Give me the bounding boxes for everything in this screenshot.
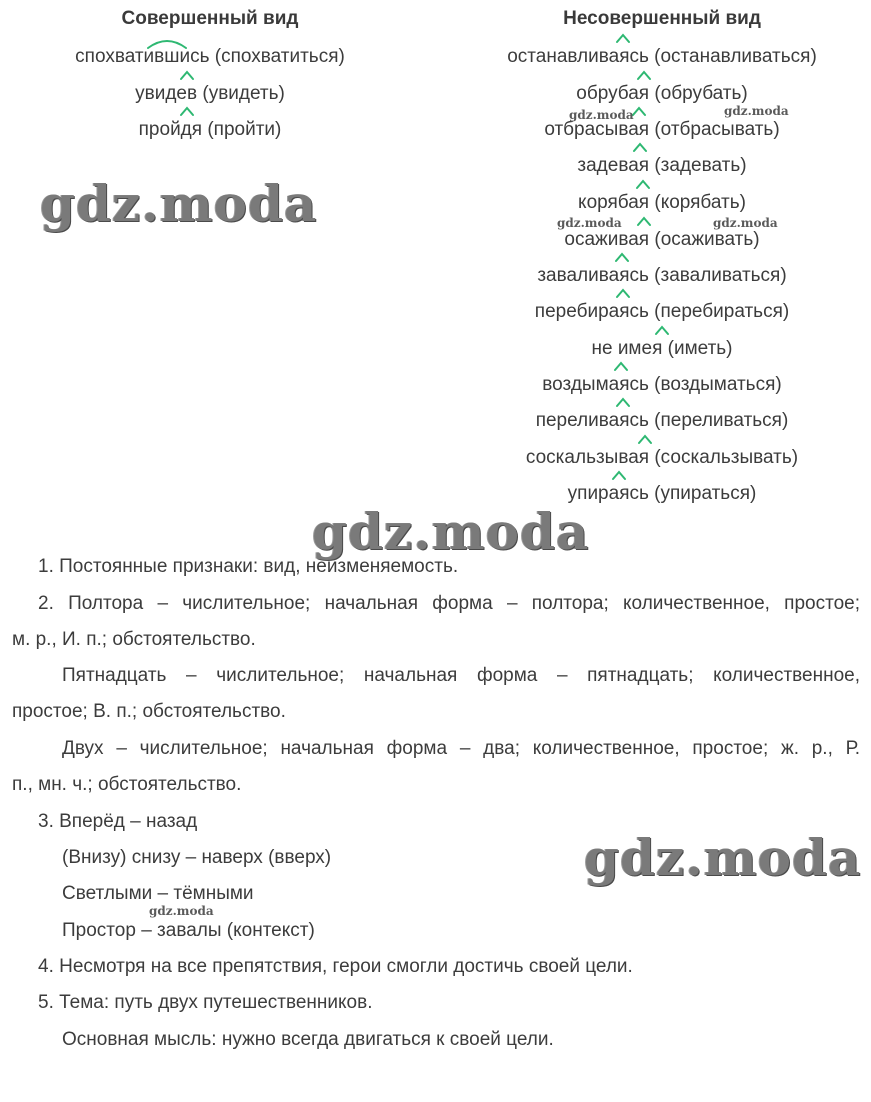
perfective-item: спохватившись (спохватиться) bbox=[75, 46, 345, 67]
imperfective-item: переливаясь (переливаться) bbox=[535, 410, 789, 431]
watermark-logo: gdz.moda bbox=[584, 828, 862, 887]
answer-5-line-2: Основная мысль: нужно всегда двигаться к своей цели. bbox=[62, 1029, 554, 1050]
answer-5-line-1: 5. Тема: путь двух путешественников. bbox=[38, 992, 373, 1013]
heading-imperfective: Несовершенный вид bbox=[563, 8, 761, 29]
watermark-small: gdz.moda bbox=[557, 216, 622, 230]
watermark-logo: gdz.moda bbox=[312, 502, 590, 561]
answer-2-line-1: 2. Полтора – числительное; начальная форма – полтора; количественное, простое; bbox=[38, 593, 860, 614]
watermark-small: gdz.moda bbox=[713, 216, 778, 230]
perfective-item: пройдя (пройти) bbox=[138, 119, 282, 140]
watermark-small: gdz.moda bbox=[569, 108, 634, 122]
answer-3-line-2: (Внизу) снизу – наверх (вверх) bbox=[62, 847, 332, 868]
imperfective-item: обрубая (обрубать) bbox=[576, 83, 748, 104]
heading-perfective: Совершенный вид bbox=[121, 8, 299, 29]
answer-2-line-2: м. р., И. п.; обстоятельство. bbox=[12, 629, 256, 650]
answer-2-line-5: Двух – числительное; начальная форма – два; количественное, простое; ж. р., Р. bbox=[62, 738, 860, 759]
imperfective-item: заваливаясь (заваливаться) bbox=[537, 265, 787, 286]
imperfective-item: останавливаясь (останавливаться) bbox=[507, 46, 817, 67]
imperfective-item: перебираясь (перебираться) bbox=[534, 301, 790, 322]
answer-2-line-6: п., мн. ч.; обстоятельство. bbox=[12, 774, 242, 795]
imperfective-item: отбрасывая (отбрасывать) bbox=[544, 119, 780, 140]
imperfective-item: упираясь (упираться) bbox=[567, 483, 757, 504]
imperfective-item: корябая (корябать) bbox=[578, 192, 746, 213]
watermark-small: gdz.moda bbox=[149, 904, 214, 918]
perfective-item: увидев (увидеть) bbox=[135, 83, 285, 104]
suffix-arc-mark bbox=[0, 0, 871, 520]
answer-2-line-4: простое; В. п.; обстоятельство. bbox=[12, 701, 286, 722]
answer-3-line-3: Светлыми – тёмными bbox=[62, 883, 254, 904]
imperfective-item: осаживая (осаживать) bbox=[564, 229, 760, 250]
answer-1: 1. Постоянные признаки: вид, неизменяемость. bbox=[38, 556, 459, 577]
answer-3-line-4: Простор – завалы (контекст) bbox=[62, 920, 315, 941]
imperfective-item: воздымаясь (воздыматься) bbox=[542, 374, 782, 395]
answer-3-line-1: 3. Вперёд – назад bbox=[38, 811, 198, 832]
answer-2-line-3: Пятнадцать – числительное; начальная форма – пятнадцать; количественное, bbox=[62, 665, 860, 686]
imperfective-item: не имея (иметь) bbox=[591, 338, 733, 359]
imperfective-item: задевая (задевать) bbox=[577, 155, 747, 176]
watermark-logo: gdz.moda bbox=[40, 174, 318, 233]
watermark-small: gdz.moda bbox=[724, 104, 789, 118]
answer-4: 4. Несмотря на все препятствия, герои смогли достичь своей цели. bbox=[38, 956, 633, 977]
imperfective-item: соскальзывая (соскальзывать) bbox=[525, 447, 799, 468]
